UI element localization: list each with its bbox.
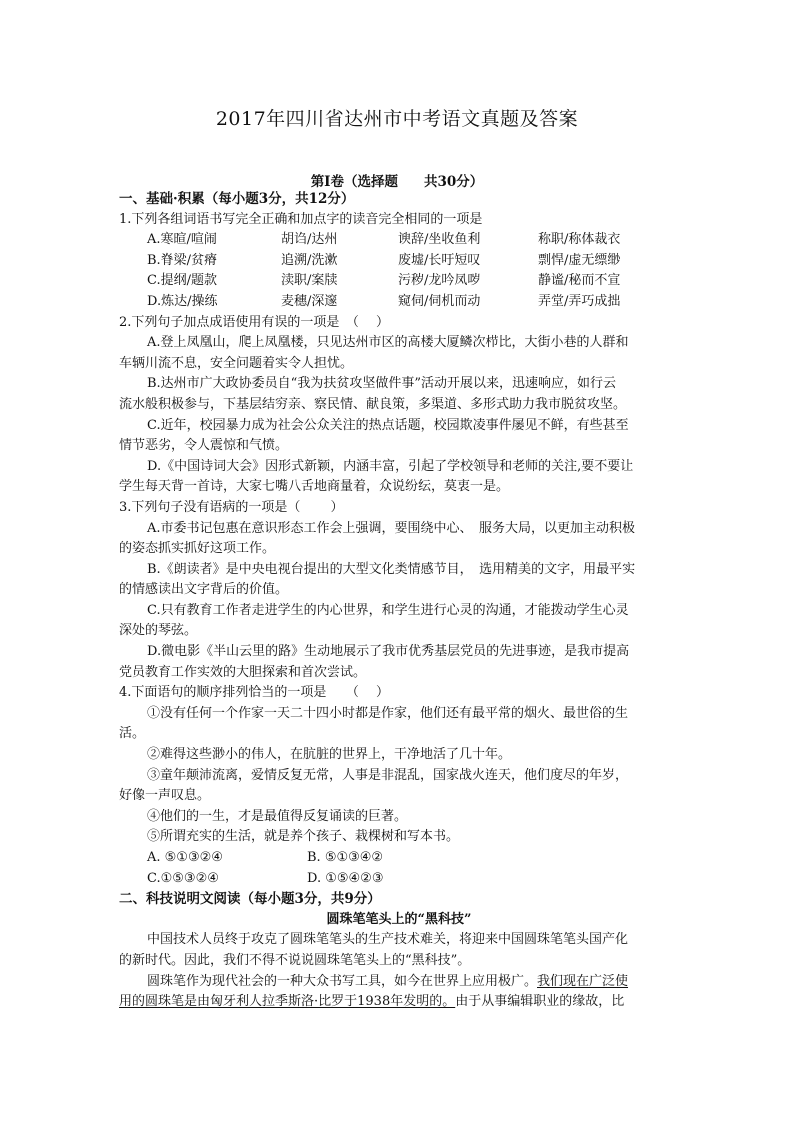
question-1-option-row-c [119, 271, 679, 292]
section-heading-1: 一、基础·积累（每小题3分，共12分） [119, 191, 355, 207]
option-cell: A.寒暄/喧闹 [147, 232, 217, 248]
question-1-option-row-b [119, 251, 679, 272]
article-paragraph-1-cont: 的新时代。因此，我们不得不说说圆珠笔笔头上的“黑科技”。 [119, 952, 471, 968]
paragraph-text: 圆珠笔作为现代社会的一种大众书写工具，如今在世界上应用极广。 [147, 973, 538, 989]
option-cell: 剽悍/虚无缥缈 [538, 252, 621, 268]
option-cell: 污秽/龙吟凤哕 [398, 273, 481, 289]
question-3-option-d: D.微电影《半山云里的路》生动地展示了我市优秀基层党员的先进事迹，是我市提高 [147, 644, 630, 660]
question-3-option-b: B.《朗读者》是中央电视台提出的大型文化类情感节目， 选用精美的文字，用最平实 [147, 561, 636, 577]
question-3-option-c-cont: 深处的琴弦。 [119, 623, 198, 639]
question-3-stem: 3.下列句子没有语病的一项是（ ） [119, 499, 344, 515]
option-b: B. ⑤①③④② [307, 850, 384, 865]
option-cell: D.炼达/操练 [147, 293, 218, 309]
question-2-option-c-cont: 情节恶劣，令人震惊和气愤。 [119, 438, 289, 454]
question-3-option-d-cont: 党员教育工作实效的大胆探索和首次尝试。 [119, 664, 367, 680]
question-4-sentence-1-cont: 活。 [119, 726, 146, 742]
question-3-option-b-cont: 的情感读出文字背后的价值。 [119, 582, 289, 598]
question-2-option-b-cont: 流水般积极参与，下基层结穷亲、察民情、献良策，多渠道、多形式助力我市脱贫攻坚。 [119, 396, 627, 412]
option-a: A. ⑤①③②④ [147, 850, 223, 865]
question-2-option-d: D.《中国诗词大会》因形式新颖，内涵丰富，引起了学校领导和老师的关注,要不要让 [147, 458, 634, 474]
question-2-option-a-cont: 车辆川流不息，安全问题着实令人担忧。 [119, 355, 354, 371]
underlined-sentence: 用的圆珠笔是由匈牙利人拉季斯洛·比罗于1938年发明的。 [119, 994, 456, 1010]
question-4-options-cd [119, 869, 679, 890]
option-cell: B.脊梁/贫瘠 [147, 252, 218, 268]
question-3-option-a-cont: 的姿态抓实抓好这项工作。 [119, 541, 276, 557]
option-cell: 胡诌/达州 [281, 232, 338, 248]
question-1-option-row-a [119, 230, 679, 251]
content-body [119, 189, 679, 1013]
article-paragraph-2-cont [119, 992, 679, 1013]
volume-score: 共30分） [424, 174, 484, 190]
question-4-stem: 4.下面语句的顺序排列恰当的一项是 （ ） [119, 685, 390, 701]
option-cell: 渎职/案牍 [281, 273, 338, 289]
question-1-option-row-d [119, 292, 679, 313]
option-cell: C.提纲/题款 [147, 273, 217, 289]
article-paragraph-2 [119, 972, 679, 993]
question-1-stem: 1.下列各组词语书写完全正确和加点字的读音完全相同的一项是 [119, 211, 483, 227]
question-3-option-a: A.市委书记包惠在意识形态工作会上强调，要围绕中心、 服务大局，以更加主动积极 [147, 520, 636, 536]
option-cell: 静谧/秘而不宣 [538, 273, 621, 289]
question-2-stem: 2.下列句子加点成语使用有误的一项是 （ ） [119, 314, 390, 330]
underlined-sentence: 我们现在广泛使 [537, 973, 629, 989]
question-4-sentence-5: ⑤所谓充实的生活，就是养个孩子、栽棵树和写本书。 [147, 829, 460, 845]
option-cell: 弄堂/弄巧成拙 [538, 293, 621, 309]
article-title: 圆珠笔笔头上的“黑科技” [326, 911, 472, 927]
option-cell: 窥伺/伺机而动 [398, 293, 481, 309]
option-cell: 追溯/洗漱 [281, 252, 338, 268]
question-3-option-c: C.只有教育工作者走进学生的内心世界，和学生进行心灵的沟通，才能拨动学生心灵 [147, 602, 629, 618]
article-paragraph-1: 中国技术人员终于攻克了圆珠笔笔头的生产技术难关，将迎来中国圆珠笔笔头国产化 [147, 932, 629, 948]
question-4-options-ab [119, 848, 679, 869]
option-cell: 麦穗/深邃 [281, 293, 338, 309]
volume-name: 第Ⅰ卷（选择题 [310, 174, 399, 190]
question-4-sentence-3: ③童年颠沛流离，爱情反复无常，人事是非混乱，国家战火连天，他们度尽的年岁， [147, 767, 629, 783]
option-d: D. ①⑤④②③ [307, 870, 384, 886]
section-heading-2: 二、科技说明文阅读（每小题3分，共9分） [119, 891, 381, 908]
option-cell: 称职/称体裁衣 [538, 232, 621, 248]
option-cell: 谀辞/坐收鱼利 [398, 232, 481, 248]
question-2-option-d-cont: 学生每天背一首诗，大家七嘴八舌地商量着，众说纷纭，莫衷一是。 [119, 479, 510, 495]
option-c: C.①⑤③②④ [147, 870, 219, 886]
question-4-sentence-2: ②难得这些渺小的伟人，在肮脏的世界上，干净地活了几十年。 [147, 747, 512, 763]
question-4-sentence-3-cont: 好像一声叹息。 [119, 788, 211, 804]
option-cell: 废墟/长吁短叹 [398, 252, 481, 268]
question-2-option-a: A.登上凤凰山，爬上凤凰楼，只见达州市区的高楼大厦鳞次栉比，大街小巷的人群和 [147, 335, 629, 351]
question-4-sentence-4: ④他们的一生，才是最值得反复诵读的巨著。 [147, 808, 408, 824]
volume-heading [0, 170, 794, 190]
question-2-option-c: C.近年，校园暴力成为社会公众关注的热点话题，校园欺凌事件屡见不鲜，有些甚至 [147, 417, 629, 433]
question-2-option-b: B.达州市广大政协委员自“我为扶贫攻坚做件事”活动开展以来，迅速响应，如行云 [147, 376, 616, 392]
document-title: 2017年四川省达州市中考语文真题及答案 [215, 108, 579, 130]
question-4-sentence-1: ①没有任何一个作家一天二十四小时都是作家，他们还有最平常的烟火、最世俗的生 [147, 705, 629, 721]
paragraph-text: 由于从事编辑职业的缘故，比 [455, 994, 625, 1010]
